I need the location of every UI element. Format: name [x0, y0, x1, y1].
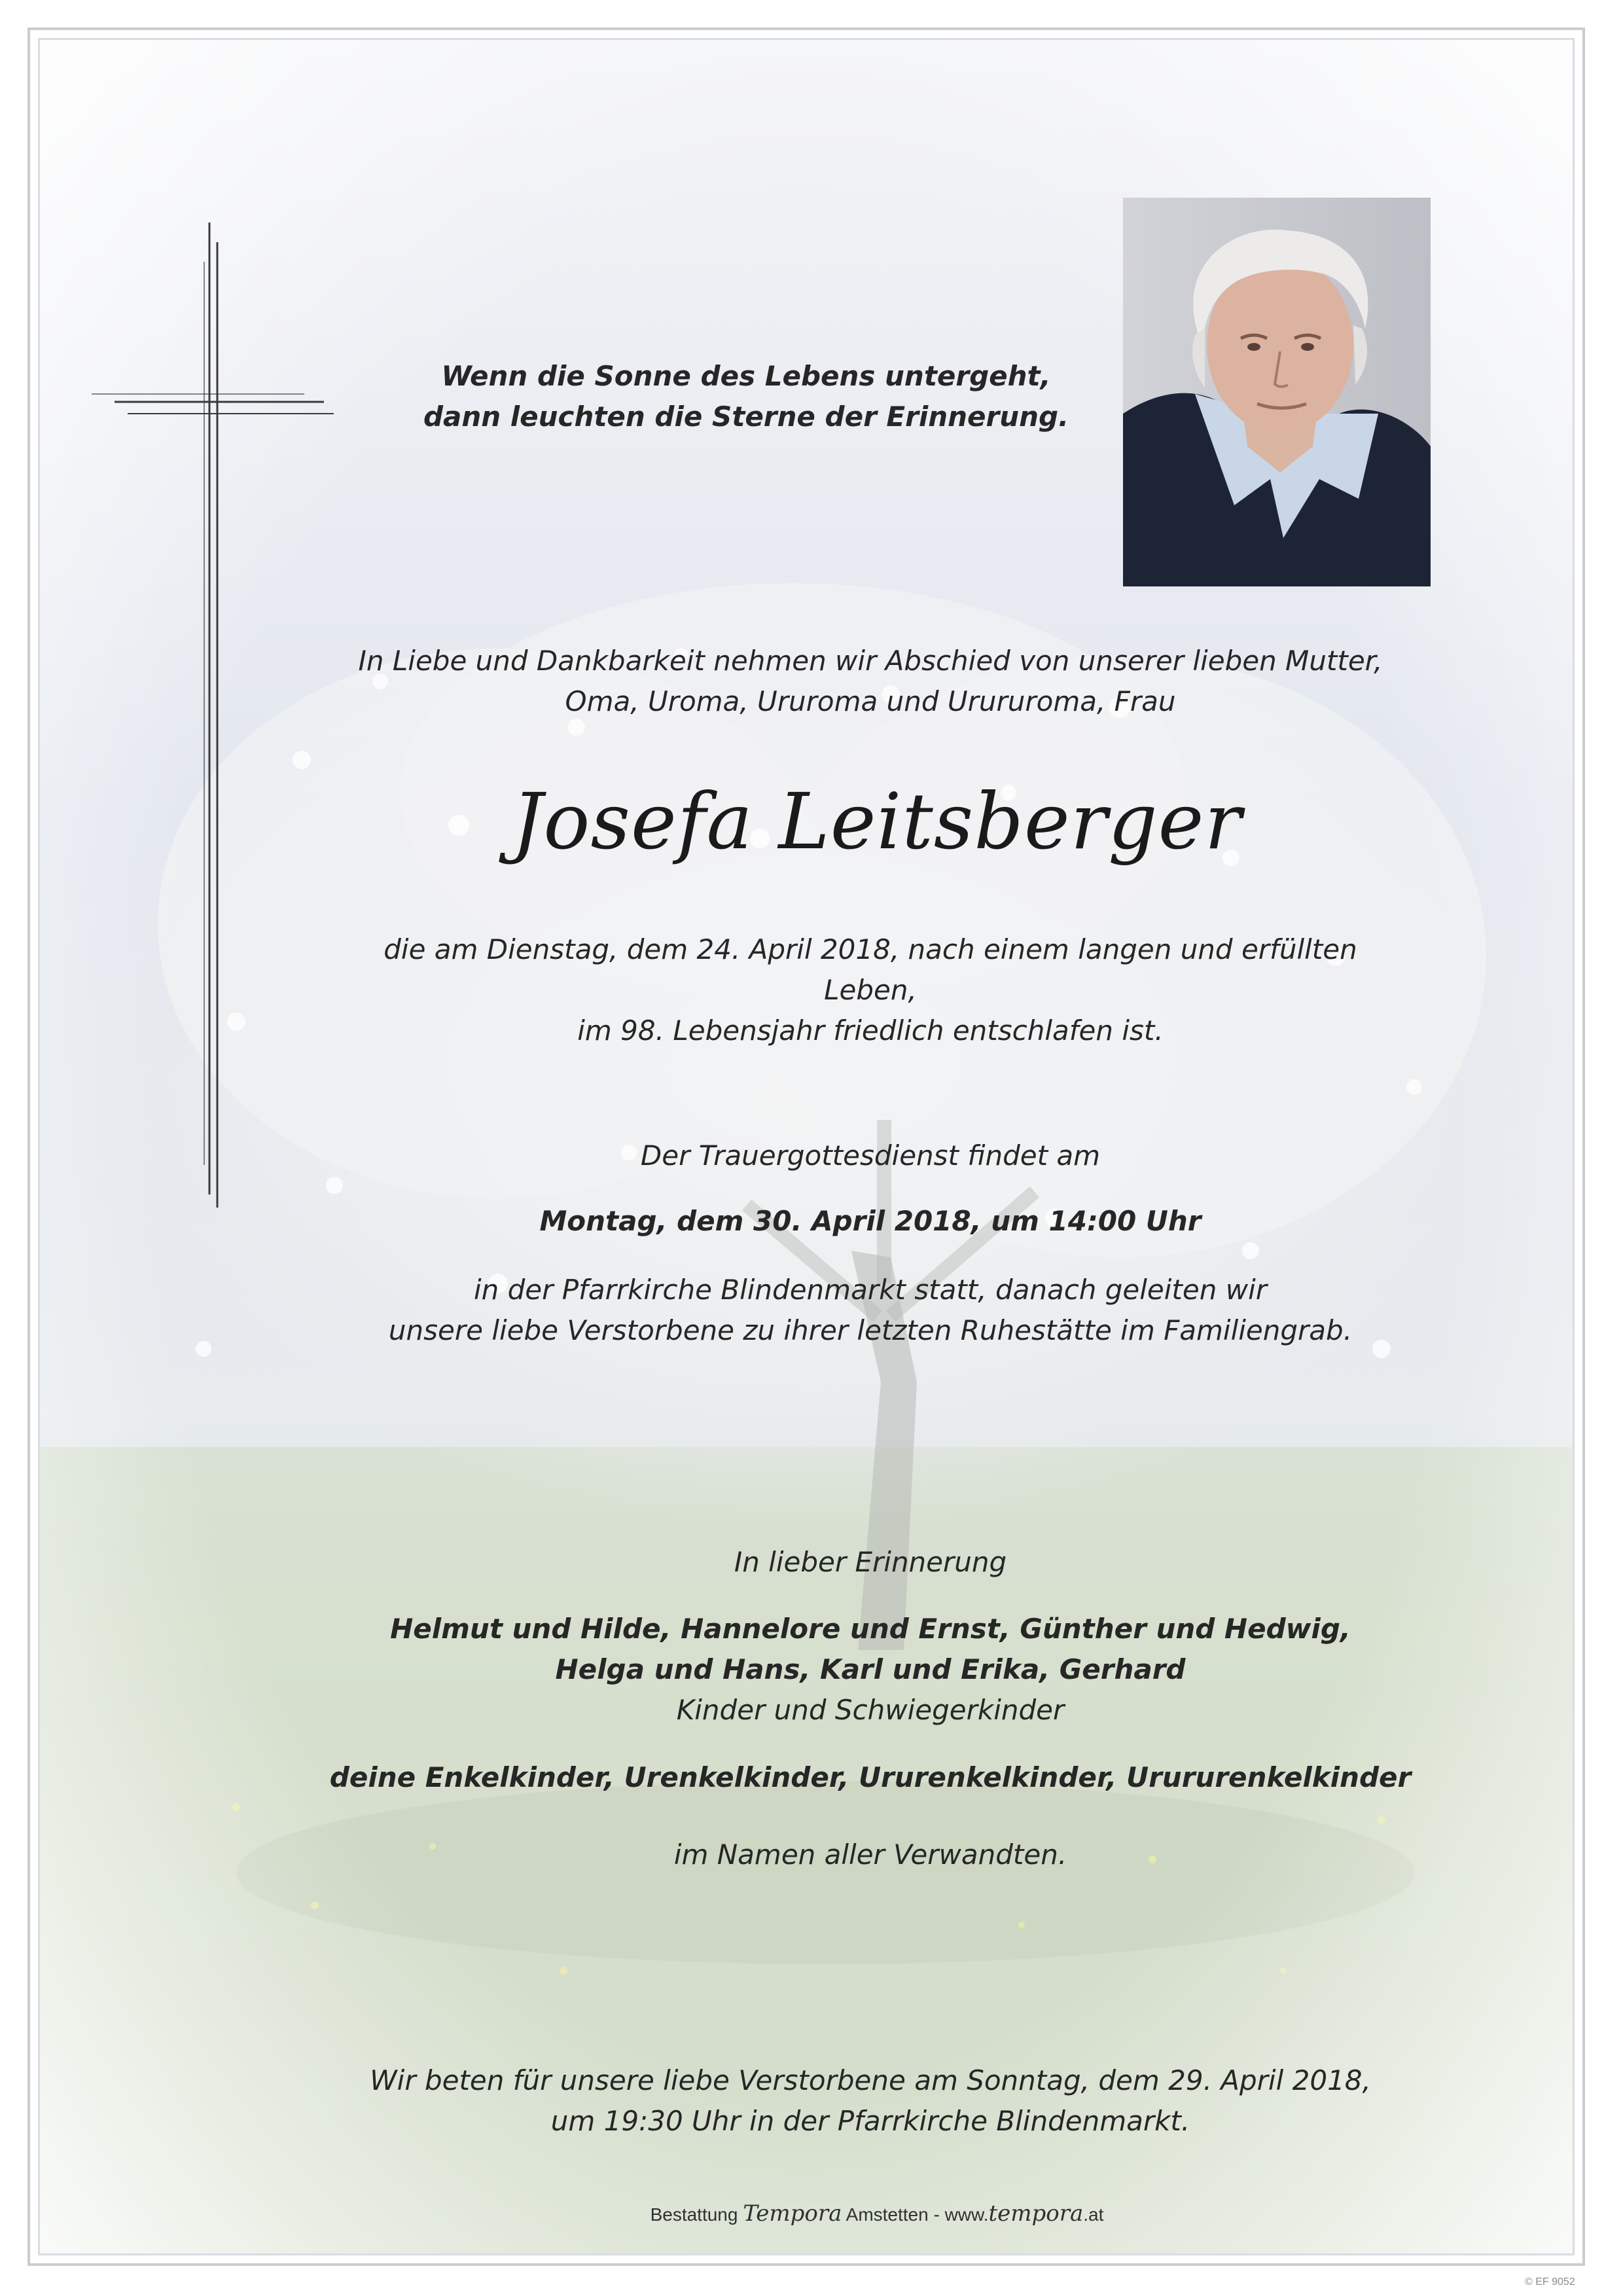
- quote-line-1: Wenn die Sonne des Lebens untergeht,: [441, 360, 1051, 392]
- footer-middle: Amstetten - www.: [846, 2204, 989, 2225]
- death-line-1: die am Dienstag, dem 24. April 2018, nach einem langen und erfüllten Leben,: [383, 933, 1357, 1006]
- death-line-2: im 98. Lebensjahr friedlich entschlafen ist.: [577, 1014, 1164, 1047]
- family-line-2: Helga und Hans, Karl und Erika, Gerhard: [555, 1653, 1186, 1685]
- service-place-line-1: in der Pfarrkirche Blindenmarkt statt, danach geleiten wir: [473, 1274, 1268, 1306]
- footer-credit: [458, 2200, 1296, 2227]
- quote: [196, 356, 1296, 437]
- intro-line-1: In Liebe und Dankbarkeit nehmen wir Abschied von unserer lieben Mutter,: [358, 645, 1383, 677]
- service-date: Montag, dem 30. April 2018, um 14:00 Uhr: [539, 1205, 1202, 1237]
- service-place: [340, 1270, 1400, 1351]
- footer-suffix: .at: [1083, 2204, 1104, 2225]
- prayer-notice: [275, 2060, 1466, 2142]
- intro-text: [340, 641, 1400, 722]
- service-place-line-2: unsere liebe Verstorbene zu ihrer letzten Ruhestätte im Familiengrab.: [388, 1314, 1353, 1346]
- memory-intro: In lieber Erinnerung: [734, 1546, 1007, 1578]
- prayer-line-2: um 19:30 Uhr in der Pfarrkirche Blindenmarkt.: [550, 2105, 1190, 2137]
- grandchildren: deine Enkelkinder, Urenkelkinder, Ururenkelkinder, Urururenkelkinder: [329, 1761, 1412, 1793]
- footer-brand-url: tempora: [988, 2200, 1084, 2227]
- deceased-name: Josefa Leitsberger: [512, 776, 1242, 867]
- family-names: [340, 1609, 1400, 1690]
- family-line-1: Helmut und Hilde, Hannelore und Ernst, Günther und Hedwig,: [390, 1613, 1351, 1645]
- family-role: Kinder und Schwiegerkinder: [676, 1694, 1065, 1726]
- footer-brand: Tempora: [743, 2200, 842, 2227]
- intro-line-2: Oma, Uroma, Ururoma und Urururoma, Frau: [565, 685, 1176, 717]
- prayer-line-1: Wir beten für unsere liebe Verstorbene am Sonntag, dem 29. April 2018,: [370, 2064, 1371, 2096]
- death-notice: [340, 929, 1400, 1051]
- relatives: im Namen aller Verwandten.: [673, 1839, 1067, 1871]
- service-intro: Der Trauergottesdienst findet am: [640, 1139, 1101, 1172]
- quote-line-2: dann leuchten die Sterne der Erinnerung.: [423, 401, 1069, 433]
- footer-prefix: Bestattung: [650, 2204, 738, 2225]
- template-code: © EF 9052: [1525, 2276, 1575, 2287]
